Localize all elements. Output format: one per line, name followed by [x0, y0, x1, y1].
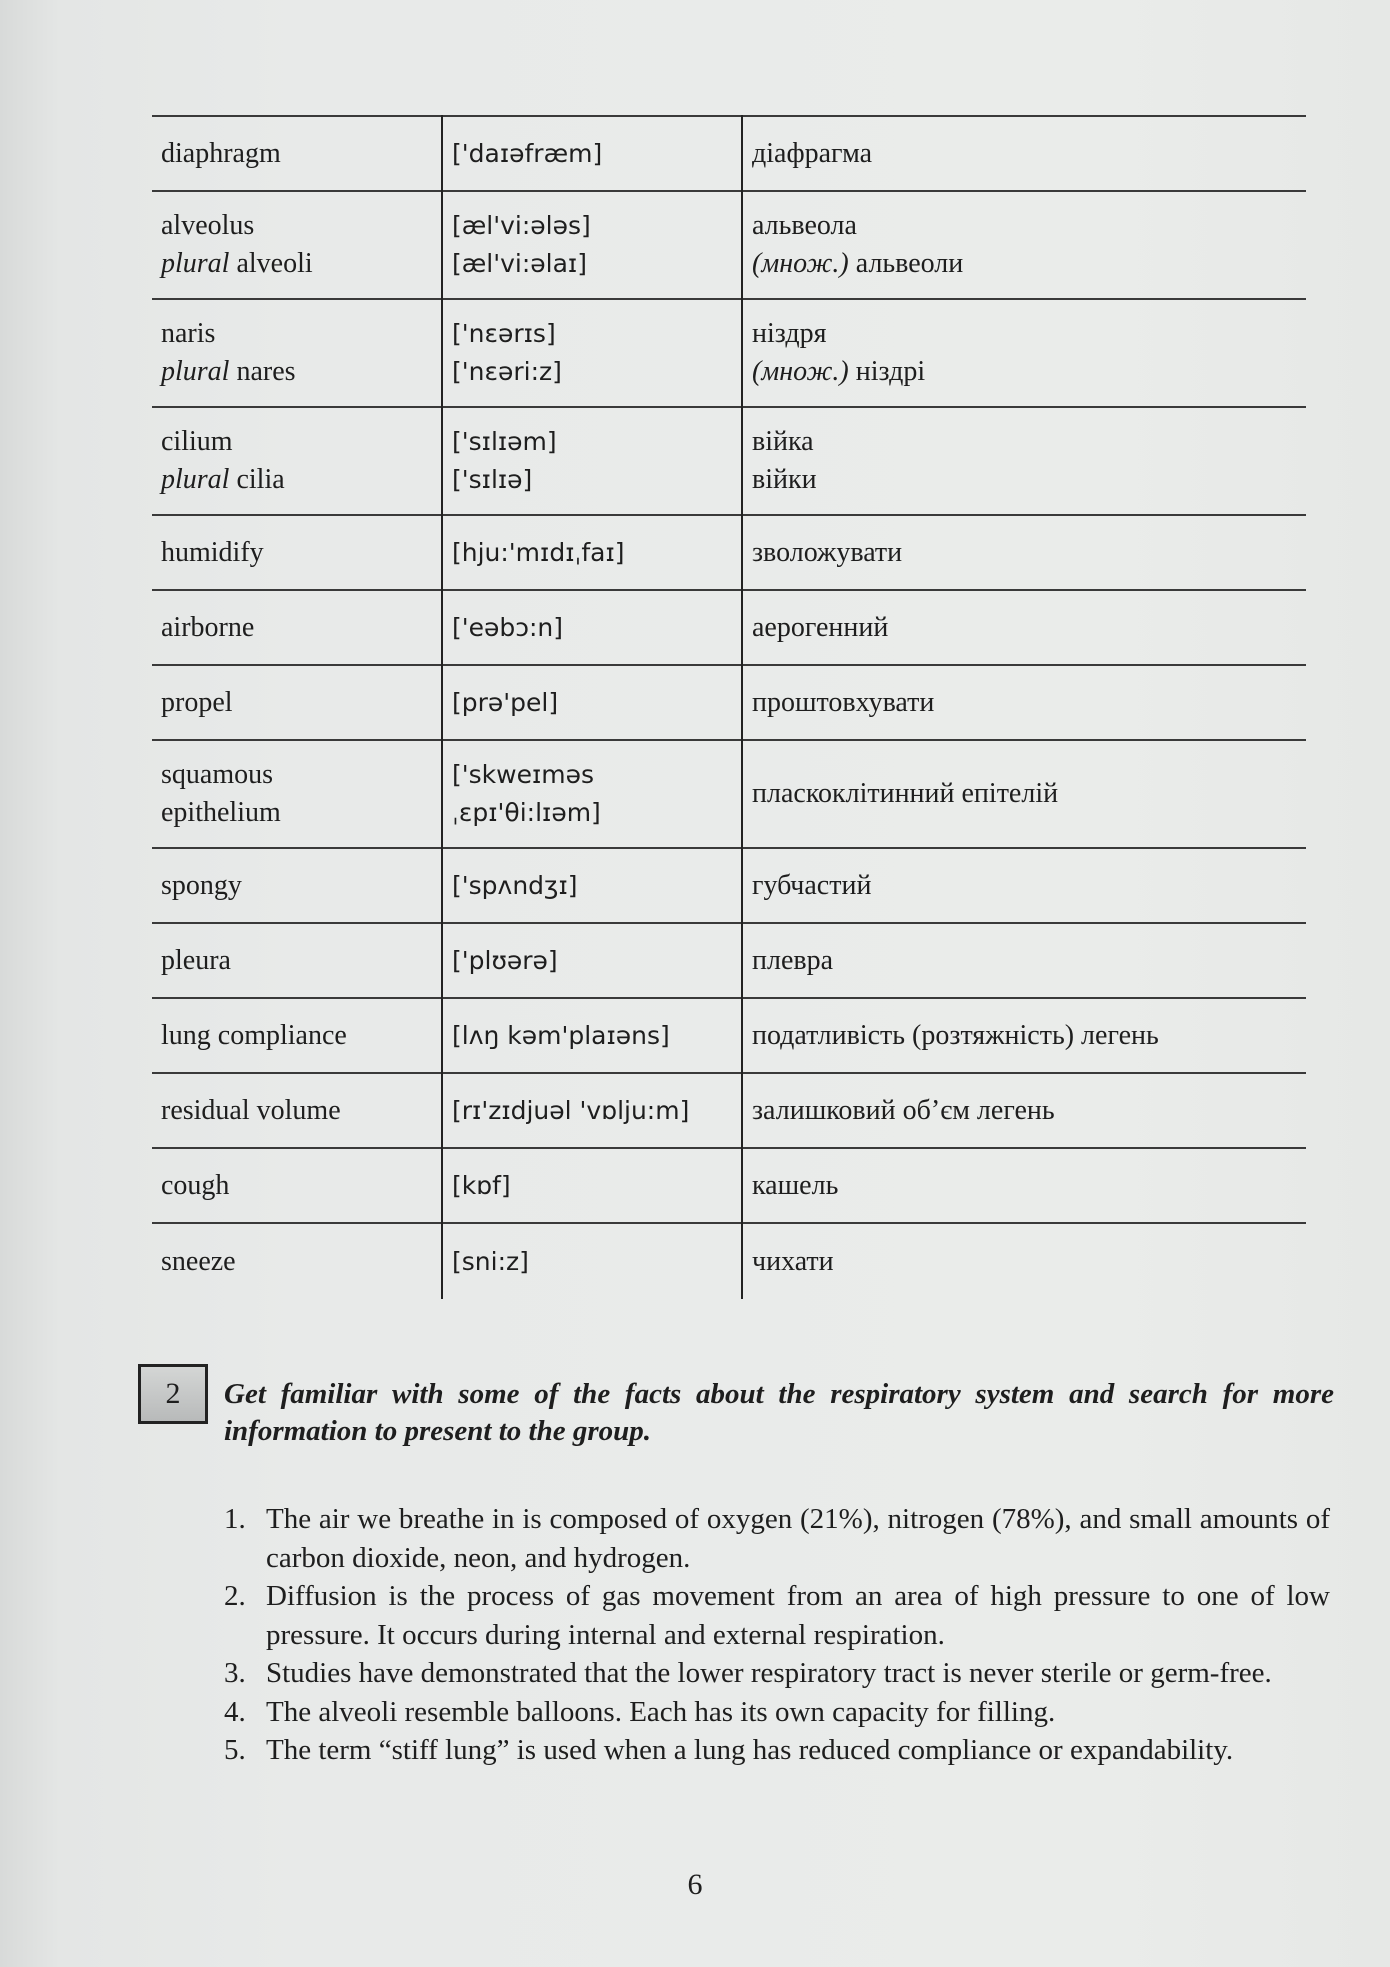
transcription: [lʌŋ kəm'plaɪəns]	[452, 1020, 670, 1050]
term-cell	[152, 1073, 442, 1148]
transcription: ['eəbɔ:n]	[452, 612, 564, 642]
transcription-line-2: ˌɛpɪ'θi:lɪəm]	[452, 798, 601, 827]
translation-plural	[752, 353, 1298, 391]
translation: альвеола	[752, 210, 857, 241]
table-row	[152, 848, 1306, 923]
ipa-cell	[442, 299, 742, 407]
term-plural	[161, 245, 433, 283]
fact-text: The air we breathe in is composed of oxygen (21%), nitrogen (78%), and small amounts of carbon dioxide, neon, and hydrogen.	[266, 1503, 1330, 1574]
term-plural	[161, 461, 433, 499]
ipa-cell	[442, 407, 742, 515]
term-cell	[152, 299, 442, 407]
translation-cell	[742, 1148, 1306, 1223]
task-number-badge	[138, 1364, 208, 1424]
term-cell	[152, 407, 442, 515]
transcription: ['skweɪməs	[452, 760, 595, 789]
plural-label: (множ.)	[752, 356, 849, 387]
ipa-cell	[442, 923, 742, 998]
term: pleura	[161, 944, 231, 976]
translation: чихати	[752, 1245, 834, 1277]
table-row	[152, 515, 1306, 590]
ipa-cell	[442, 1223, 742, 1299]
plural-label: (множ.)	[752, 248, 849, 279]
translation-cell	[742, 1223, 1306, 1299]
translation: залишковий об’єм легень	[752, 1094, 1055, 1126]
term: alveolus	[161, 210, 255, 241]
table-row	[152, 740, 1306, 848]
ipa-cell	[442, 116, 742, 191]
term-cell	[152, 1223, 442, 1299]
translation-cell	[742, 191, 1306, 299]
translation: діафрагма	[752, 137, 873, 169]
term: propel	[161, 686, 233, 718]
term-cell	[152, 590, 442, 665]
transcription: [kɒf]	[452, 1170, 511, 1200]
transcription: [hju:'mɪdɪˌfaɪ]	[452, 537, 625, 567]
ipa-cell	[442, 665, 742, 740]
vocabulary-table	[152, 115, 1306, 1299]
ipa-cell	[442, 848, 742, 923]
list-number: 3.	[224, 1657, 246, 1689]
term: sneeze	[161, 1245, 236, 1277]
fact-text: The alveoli resemble balloons. Each has its own capacity for filling.	[266, 1695, 1056, 1728]
plural-label: plural	[161, 464, 230, 495]
transcription: [æl'vi:ələs]	[452, 211, 591, 240]
translation: податливість (розтяжність) легень	[752, 1019, 1159, 1051]
translation-cell	[742, 998, 1306, 1073]
list-item	[224, 1731, 1330, 1770]
task-number: 2	[165, 1377, 181, 1410]
term: humidify	[161, 536, 264, 568]
translation-cell	[742, 740, 1306, 848]
transcription: [prə'pel]	[452, 687, 559, 717]
table-row	[152, 665, 1306, 740]
term: cilium	[161, 426, 233, 457]
term: squamous	[161, 759, 273, 790]
translation-plural: війки	[752, 464, 817, 495]
term-plural	[161, 353, 433, 391]
translation-cell	[742, 407, 1306, 515]
plural-form: ніздрі	[848, 356, 926, 387]
table-row	[152, 1223, 1306, 1299]
ipa-cell	[442, 590, 742, 665]
term-cell	[152, 1148, 442, 1223]
term: cough	[161, 1169, 230, 1201]
list-number: 2.	[224, 1580, 246, 1612]
fact-text: The term “stiff lung” is used when a lung has reduced compliance or expandability.	[266, 1734, 1234, 1766]
task-instruction: Get familiar with some of the facts about the respiratory system and search for more information to present to the group.	[224, 1378, 1334, 1447]
table-row	[152, 191, 1306, 299]
translation: плаcкоклітинний епітелій	[752, 778, 1059, 809]
translation-cell	[742, 515, 1306, 590]
term: naris	[161, 318, 216, 349]
term-cell	[152, 740, 442, 848]
list-item	[224, 1500, 1330, 1577]
page-number: 6	[687, 1868, 703, 1901]
ipa-cell	[442, 1148, 742, 1223]
plural-form: cilia	[229, 464, 285, 495]
term: lung compliance	[161, 1019, 347, 1051]
translation: губчастий	[752, 869, 872, 901]
transcription-plural: ['nɛəri:z]	[452, 357, 562, 386]
table-row	[152, 590, 1306, 665]
plural-form: alveoli	[229, 248, 313, 279]
fact-text: Studies have demonstrated that the lower respiratory tract is never sterile or germ-free.	[266, 1657, 1272, 1689]
translation-plural	[752, 245, 1298, 283]
table-row	[152, 116, 1306, 191]
list-item	[224, 1577, 1330, 1654]
list-item	[224, 1693, 1330, 1732]
term-cell	[152, 665, 442, 740]
table-row	[152, 1148, 1306, 1223]
term: diaphragm	[161, 137, 281, 169]
term-cell	[152, 116, 442, 191]
translation: проштовхувати	[752, 686, 935, 718]
translation-cell	[742, 299, 1306, 407]
term: airborne	[161, 611, 255, 643]
list-number: 1.	[224, 1503, 246, 1535]
list-number: 5.	[224, 1734, 246, 1766]
table-row	[152, 1073, 1306, 1148]
term-cell	[152, 191, 442, 299]
term-cell	[152, 998, 442, 1073]
term-line-2: epithelium	[161, 797, 281, 828]
ipa-cell	[442, 740, 742, 848]
plural-form: альвеоли	[848, 248, 964, 279]
ipa-cell	[442, 998, 742, 1073]
transcription-plural: [æl'vi:əlaɪ]	[452, 249, 587, 278]
plural-form: nares	[229, 356, 296, 387]
transcription: [rɪ'zɪdjuəl 'vɒlju:m]	[452, 1095, 690, 1125]
plural-label: plural	[161, 248, 230, 279]
ipa-cell	[442, 515, 742, 590]
plural-label: plural	[161, 356, 230, 387]
translation: війка	[752, 426, 814, 457]
transcription: ['sɪlɪəm]	[452, 427, 557, 456]
term: spongy	[161, 869, 242, 901]
translation: аерогенний	[752, 611, 889, 643]
transcription: ['daɪəfræm]	[452, 138, 603, 168]
translation: кашель	[752, 1169, 839, 1201]
table-row	[152, 299, 1306, 407]
fact-text: Diffusion is the process of gas movement from an area of high pressure to one of low pressure. It occurs during internal and external respiration.	[266, 1580, 1330, 1651]
term: residual volume	[161, 1094, 341, 1126]
facts-list	[224, 1500, 1330, 1770]
list-number: 4.	[224, 1695, 246, 1728]
translation: плевра	[752, 944, 834, 976]
transcription-plural: ['sɪlɪə]	[452, 465, 533, 494]
ipa-cell	[442, 1073, 742, 1148]
table-row	[152, 407, 1306, 515]
translation-cell	[742, 1073, 1306, 1148]
transcription: ['spʌndʒɪ]	[452, 870, 578, 900]
term-cell	[152, 923, 442, 998]
transcription: [sni:z]	[452, 1246, 529, 1276]
term-cell	[152, 515, 442, 590]
transcription: ['plʊərə]	[452, 945, 558, 975]
translation: зволожувати	[752, 536, 903, 568]
translation-cell	[742, 665, 1306, 740]
table-row	[152, 923, 1306, 998]
table-row	[152, 998, 1306, 1073]
ipa-cell	[442, 191, 742, 299]
list-item	[224, 1654, 1330, 1693]
term-cell	[152, 848, 442, 923]
translation: ніздря	[752, 318, 827, 349]
transcription: ['nɛərɪs]	[452, 319, 556, 348]
translation-cell	[742, 848, 1306, 923]
translation-cell	[742, 116, 1306, 191]
translation-cell	[742, 923, 1306, 998]
translation-cell	[742, 590, 1306, 665]
